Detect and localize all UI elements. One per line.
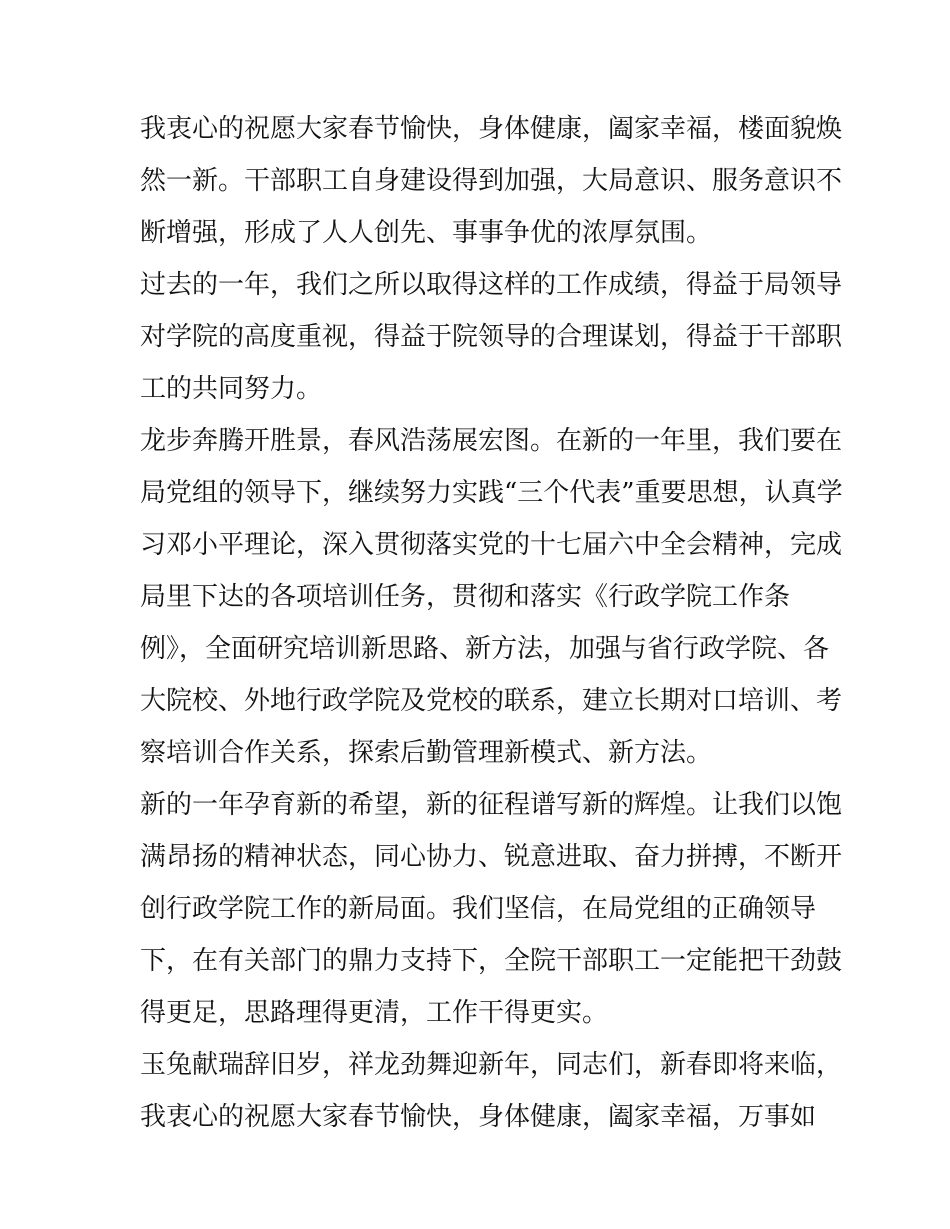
text-line: 我衷心的祝愿大家春节愉快，身体健康，阖家幸福，万事如 [140, 1102, 817, 1132]
text-line: 我衷心的祝愿大家春节愉快，身体健康，阖家幸福，楼面貌焕 [140, 114, 843, 144]
text-line: 局党组的领导下，继续努力实践“三个代表”重要思想，认真学 [140, 478, 843, 508]
text-line: 习邓小平理论，深入贯彻落实党的十七届六中全会精神，完成 [140, 530, 843, 560]
text-line: 满昂扬的精神状态，同心协力、锐意进取、奋力拼搏，不断开 [140, 842, 843, 872]
text-line: 得更足，思路理得更清，工作干得更实。 [140, 998, 609, 1028]
text-line: 大院校、外地行政学院及党校的联系，建立长期对口培训、考 [140, 686, 843, 716]
document-body [140, 103, 843, 1143]
text-line: 下，在有关部门的鼎力支持下，全院干部职工一定能把干劲鼓 [140, 946, 843, 976]
text-line: 创行政学院工作的新局面。我们坚信，在局党组的正确领导 [140, 894, 817, 924]
paragraph-3 [140, 415, 843, 779]
text-line: 然一新。干部职工自身建设得到加强，大局意识、服务意识不 [140, 166, 843, 196]
paragraph-4 [140, 779, 843, 1039]
text-line: 例》，全面研究培训新思路、新方法，加强与省行政学院、各 [140, 634, 830, 664]
paragraph-1 [140, 103, 843, 259]
text-line: 新的一年孕育新的希望，新的征程谱写新的辉煌。让我们以饱 [140, 790, 843, 820]
text-line: 过去的一年，我们之所以取得这样的工作成绩，得益于局领导 [140, 270, 843, 300]
text-line: 察培训合作关系，探索后勤管理新模式、新方法。 [140, 738, 713, 768]
text-line: 对学院的高度重视，得益于院领导的合理谋划，得益于干部职 [140, 322, 843, 352]
text-line: 局里下达的各项培训任务，贯彻和落实《行政学院工作条 [140, 582, 791, 612]
text-line: 龙步奔腾开胜景，春风浩荡展宏图。在新的一年里，我们要在 [140, 426, 843, 456]
paragraph-2 [140, 259, 843, 415]
text-line: 玉兔献瑞辞旧岁，祥龙劲舞迎新年，同志们，新春即将来临， [140, 1050, 843, 1080]
text-line: 断增强，形成了人人创先、事事争优的浓厚氛围。 [140, 218, 713, 248]
paragraph-5 [140, 1039, 843, 1143]
text-line: 工的共同努力。 [140, 374, 323, 404]
